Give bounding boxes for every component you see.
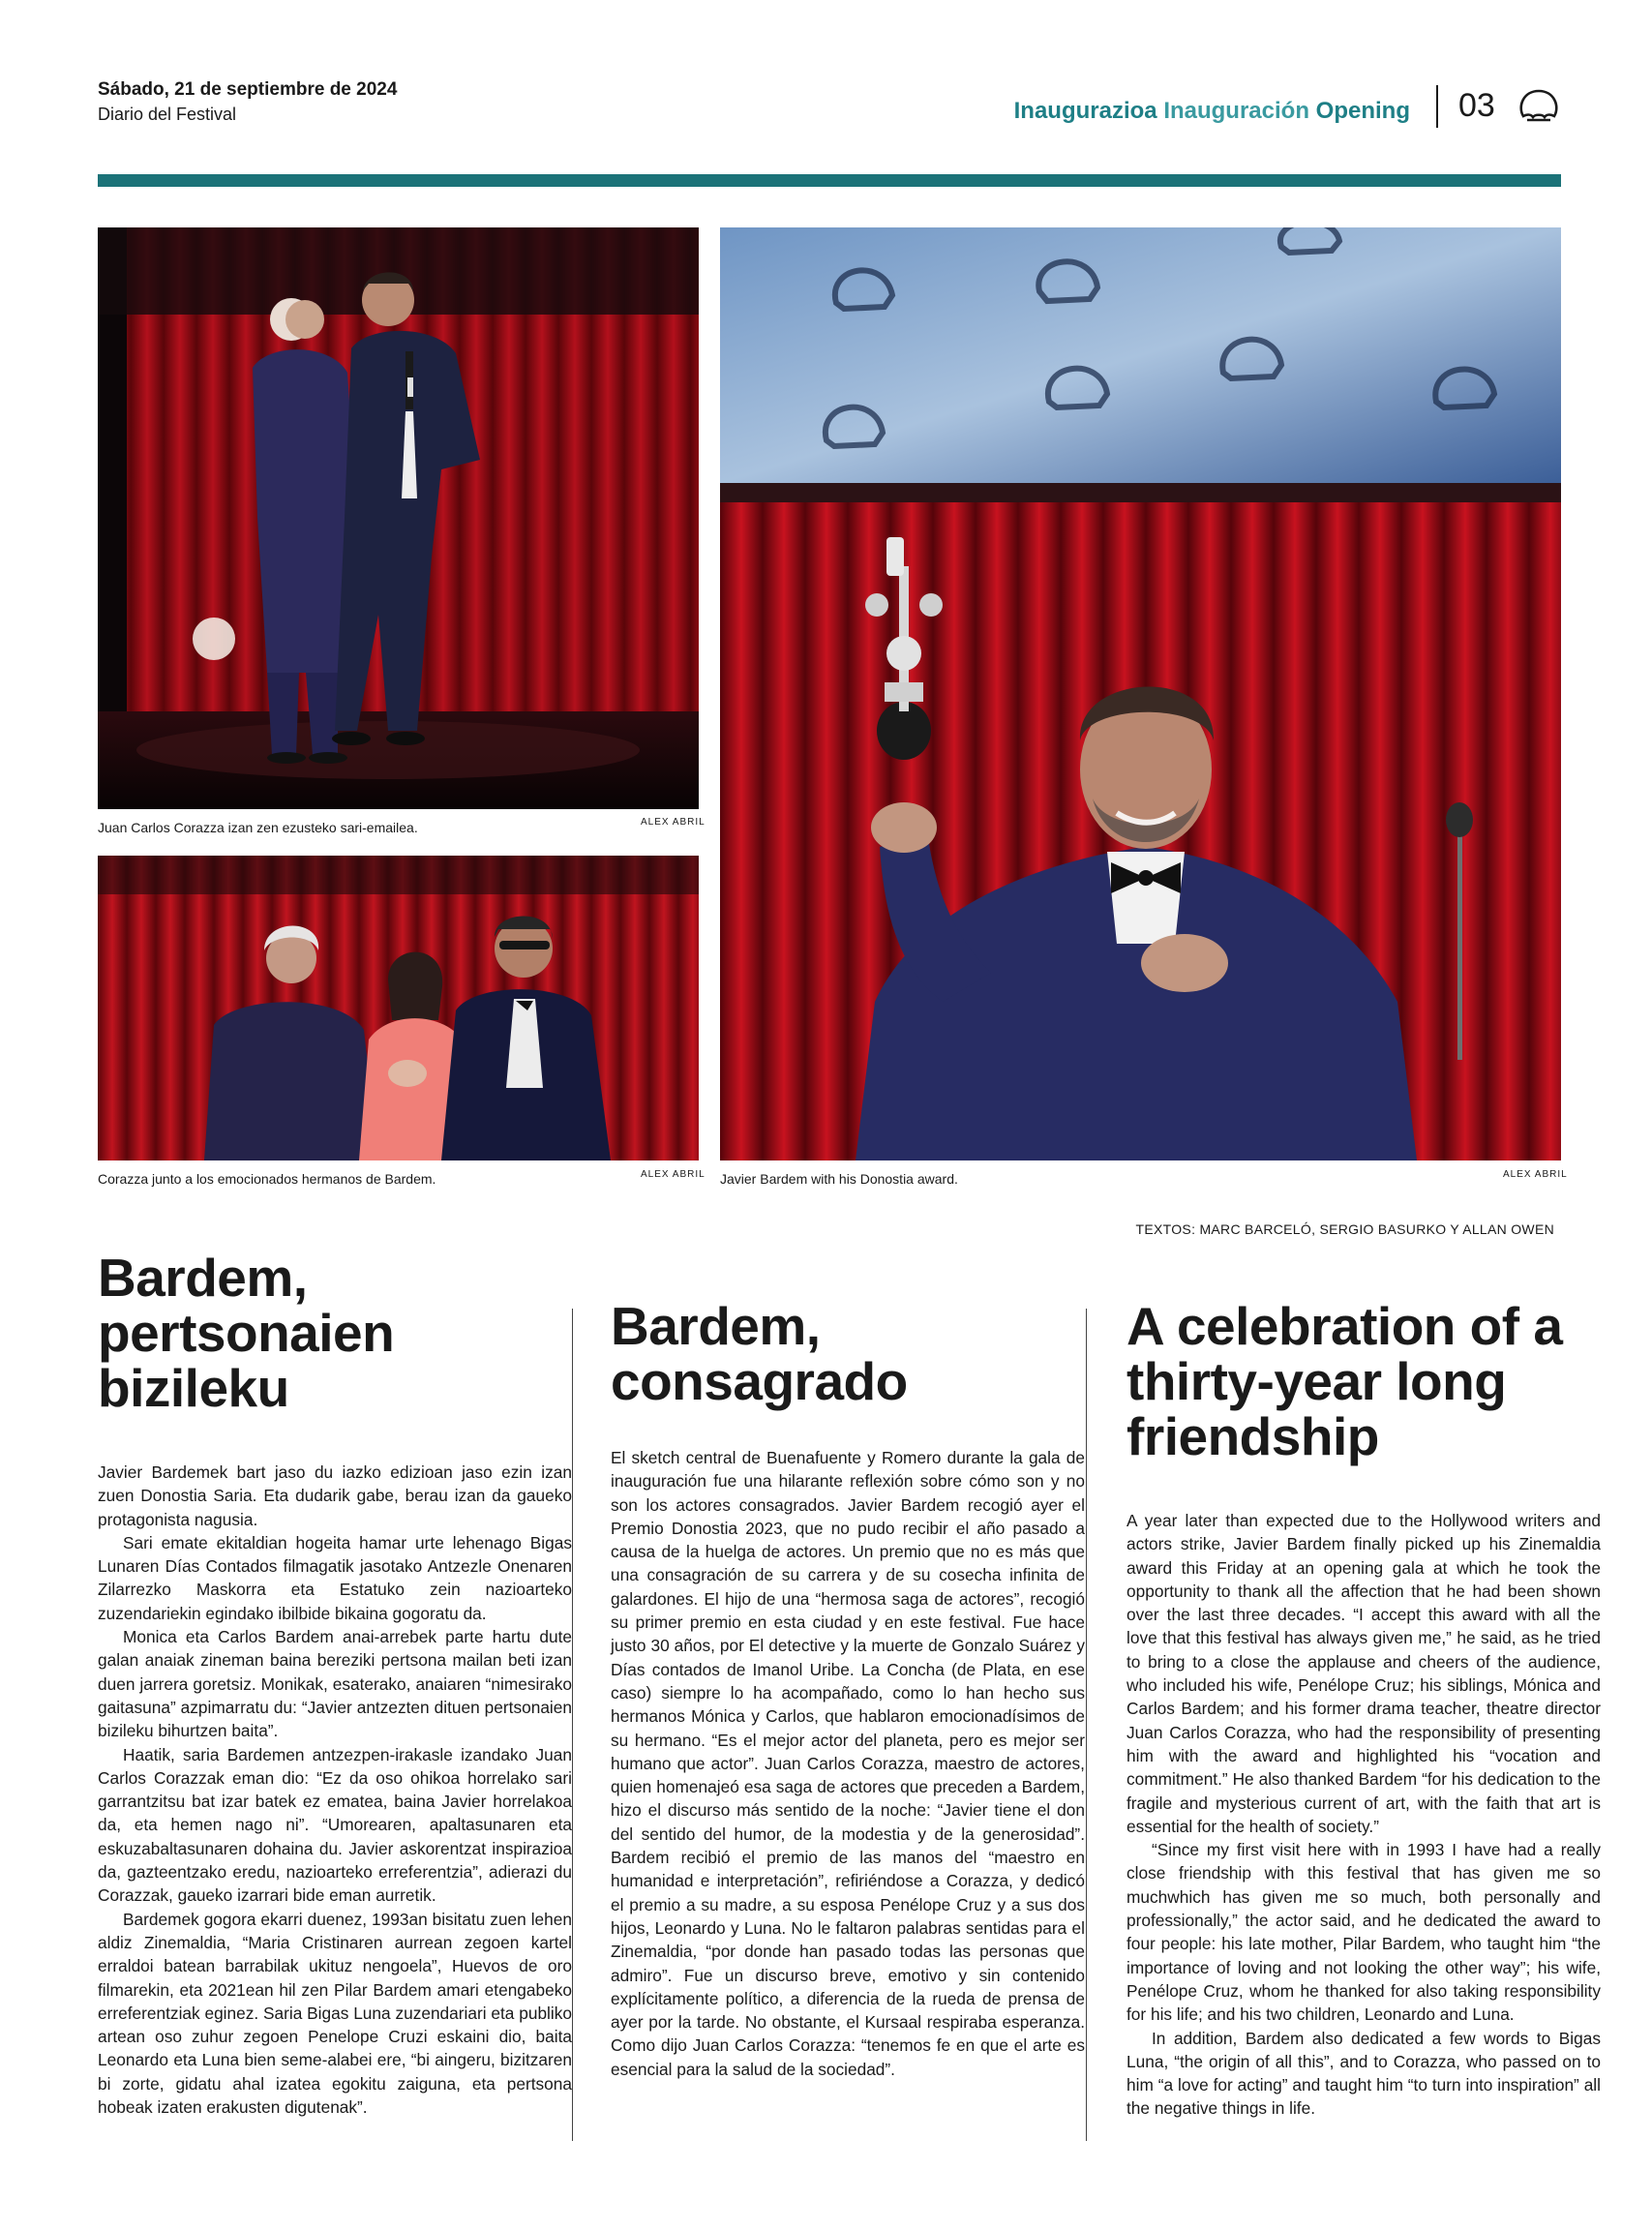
article-basque-paragraph: Monica eta Carlos Bardem anai-arrebek parte hartu dute galan anaiak zineman baina bereziki pertsona mailan beti izan duen jarrera goretsiz. Monikak, esaterako, anaiaren “nimesirako gaitasuna” azpimarratu du: “Javier antzezten dituen pertsonaien bizileku bihurtzen baita”. — [98, 1627, 572, 1741]
article-english-title: A celebration of a thirty-year long friendship — [1126, 1296, 1563, 1466]
article-english-paragraph: “Since my first visit here with in 1993 I have had a really close friendship with this festival that has given me so muchwhich has given me so much, both personally and professionally,” the actor said, and he dedicated the award to four people: his late mother, Pilar Bardem, who taught him “the importance of loving and not looking the other way”; his wife, Penélope Cruz, whom he thanked for also taking responsibility for his life; and his two children, Leonardo and Luna. — [1126, 1840, 1601, 2025]
publication-name: Diario del Festival — [98, 105, 237, 124]
section-basque: Inaugurazioa — [1013, 98, 1157, 124]
article-basque-body — [98, 1461, 572, 2119]
photo-corazza-presenting-credit: ALEX ABRIL — [641, 817, 706, 828]
photo-siblings-credit: ALEX ABRIL — [641, 1169, 706, 1180]
article-basque-title: Bardem, pertsonaien bizileku — [98, 1248, 395, 1418]
article-spanish-paragraph: El sketch central de Buenafuente y Romero durante la gala de inauguración fue una hilarante reflexión sobre cómo son y no son los actores consagrados. Javier Bardem recogió ayer el Premio Donostia 2023, que no pudo recibir el año pasado a causa de la huelga de actores. Un premio que no es más que una consagración de su carrera y de su cosecha infinita de galardones. El hijo de una “hermosa saga de actores”, recogió su primer premio en esta ciudad y en este festival. Fue hace justo 30 años, por El detective y la muerte de Gonzalo Suárez y Días contados de Imanol Uribe. La Concha (de Plata, en ese caso) siempre lo ha acompañado, como lo han hecho sus hermanos Mónica y Carlos, que hablaron emocionadísimos de su hermano. “Es el mejor actor del planeta, pero es mejor ser humano que actor”. Juan Carlos Corazza, maestro de actores, quien homenajeó esa saga de actores que preceden a Bardem, hizo el discurso más sentido de la noche: “Javier tiene el don del sentido del humor, de la modestia y de la generosidad”. Bardem recibió el premio de las manos del “maestro en humanidad e interpretación”, refiriéndose a Corazza, y dedicó el premio a su madre, a su esposa Penélope Cruz y a sus dos hijos, Leonardo y Luna. No le faltaron palabras sentidas para el Zinemaldia, “por donde han pasado todas las personas que admiro”. Fue un discurso breve, emotivo y sin contenido explícitamente político, a diferencia de la rueda de prensa de ayer por la tarde. No obstante, el Kursaal respiraba esperanza. Como dijo Juan Carlos Corazza: “tenemos fe en que el arte es esencial para la salud de la sociedad”. — [611, 1448, 1085, 2079]
section-english: Opening — [1315, 98, 1410, 124]
article-spanish-title: Bardem, consagrado — [611, 1296, 908, 1411]
header-divider — [1436, 85, 1438, 128]
article-basque-paragraph: Sari emate ekitaldian hogeita hamar urte lehenago Bigas Lunaren Días Contados filmagatik jasotako Antzezle Onenaren Zilarrezko Maskorra eta Estatuko zein nazioarteko zuzendariekin egindako ibilbide bikaina gogoratu da. — [98, 1532, 572, 1623]
article-basque-paragraph: Bardemek gogora ekarri duenez, 1993an bisitatu zuen lehen aldiz Zinemaldia, “Maria Cristinaren aurrean zegoen kartel erraldoi batean barrabilak ukituz nengoela”, Huevos de oro filmarekin, eta 2021ean hil zen Pilar Bardem amari etengabeko erreferentziak eginez. Saria Bigas Luna zuzendariari eta publiko artean oso zuhur zegoen Penelope Cruzi eskaini dio, baita Leonardo eta Luna bien seme-alabei ere, “bi aingeru, bizitzaren bi zorte, gidatu ahal izatea egokitu zaiguna, eta pertsona hobeak izaten erakusten digutenak”. — [98, 1909, 572, 2118]
byline: TEXTOS: MARC BARCELÓ, SERGIO BASURKO Y ALLAN OWEN — [1135, 1221, 1554, 1237]
photo-corazza-presenting-image — [98, 227, 699, 809]
article-basque-paragraph: Haatik, saria Bardemen antzezpen-irakasle izandako Juan Carlos Corazzak eman dio: “Ez da oso ohikoa horrelako sari garrantzitsu bat izar batek ez ematea, baina Javier horrelakoa da, eta hemen nago ni”. “Umorearen, apaltasunaren eta eskuzabaltasunaren dohaina du. Javier askorentzat inspirazioa da, gazteentzako eredu, nazioarteko erreferentzia”, adierazi du Corazzak, gaueko izarrari bide eman aurretik. — [98, 1744, 572, 1906]
article-english — [1126, 1296, 1601, 2121]
column-divider — [1086, 1309, 1087, 2141]
article-english-paragraph: In addition, Bardem also dedicated a few words to Bigas Luna, “the origin of all this”, and to Corazza, who passed on to him “a love for acting” and taught him “to turn into inspiration” all the negative things in life. — [1126, 2028, 1601, 2119]
photo-corazza-presenting-caption: Juan Carlos Corazza izan zen ezusteko sari-emailea. — [98, 820, 418, 835]
header-accent-bar — [98, 174, 1561, 187]
photo-siblings — [98, 856, 699, 1160]
section-label — [1014, 98, 1410, 125]
photo-bardem-award-caption: Javier Bardem with his Donostia award. — [720, 1171, 958, 1187]
article-english-paragraph: A year later than expected due to the Hollywood writers and actors strike, Javier Bardem finally picked up his Zinemaldia award this Friday at an opening gala at which he took the opportunity to thank all the affection that he had been shown over the last three decades. “I accept this award with all the love that this festival has always given me,” he said, as he tried to bring to a close the applause and cheers of the audience, who included his wife, Penélope Cruz; his siblings, Mónica and Carlos Bardem; and his former drama teacher, theatre director Juan Carlos Corazza, who had the responsibility of presenting him with the award and highlighted his “vocation and commitment.” He also thanked Bardem “for his dedication to the fragile and mysterious current of art, with the faith that art is essential for the health of society.” — [1126, 1511, 1601, 1836]
page-number: 03 — [1458, 87, 1495, 124]
article-english-body — [1126, 1509, 1601, 2121]
article-basque — [98, 1248, 572, 2119]
photo-bardem-award-credit: ALEX ABRIL — [1503, 1169, 1568, 1180]
article-spanish-body — [611, 1446, 1085, 2081]
section-spanish: Inauguración — [1163, 98, 1309, 124]
photo-siblings-caption: Corazza junto a los emocionados hermanos de Bardem. — [98, 1171, 436, 1187]
photo-bardem-award-image — [720, 227, 1561, 1160]
article-spanish — [611, 1296, 1085, 2081]
photo-bardem-award — [720, 227, 1561, 1160]
photo-siblings-image — [98, 856, 699, 1160]
shell-logo-icon — [1517, 87, 1560, 124]
photo-corazza-presenting — [98, 227, 699, 809]
column-divider — [572, 1309, 573, 2141]
article-basque-paragraph: Javier Bardemek bart jaso du iazko edizioan jaso ezin izan zuen Donostia Saria. Eta dudarik gabe, berau izan da gaueko protagonista nagusia. — [98, 1462, 572, 1529]
issue-date: Sábado, 21 de septiembre de 2024 — [98, 79, 398, 100]
